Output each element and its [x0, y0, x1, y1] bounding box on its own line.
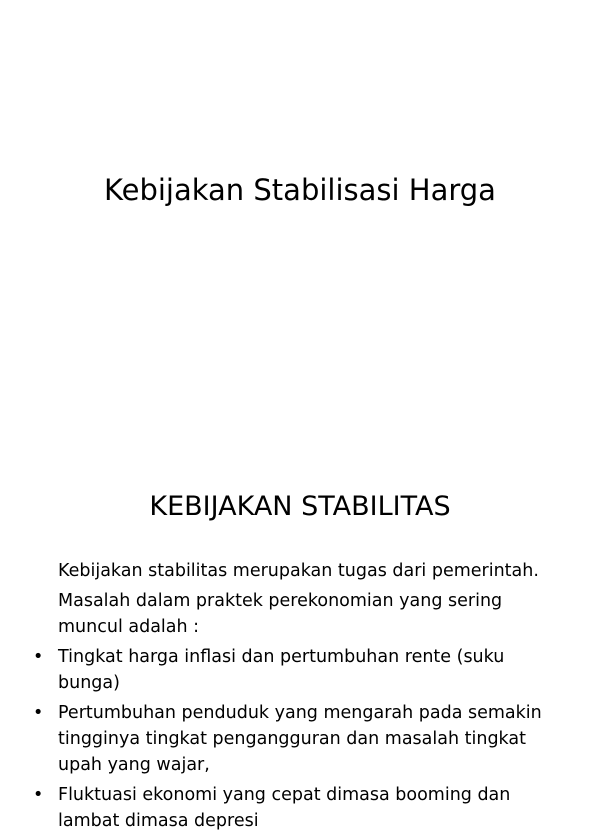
- paragraph-problem: Masalah dalam praktek perekonomian yang sering muncul adalah :: [58, 591, 503, 637]
- body-text: [33, 558, 568, 838]
- bullet-text: Pertumbuhan penduduk yang mengarah pada semakin tingginya tingkat pengangguran dan masalah tingkat upah yang wajar,: [58, 703, 542, 775]
- bullet-item: [33, 700, 568, 778]
- section-heading: KEBIJAKAN STABILITAS: [149, 491, 451, 522]
- paragraph-intro: Kebijakan stabilitas merupakan tugas dari pemerintah.: [58, 561, 539, 581]
- slide-title: Kebijakan Stabilisasi Harga: [104, 173, 496, 207]
- bullet-list: [33, 644, 568, 834]
- bullet-text: Tingkat harga inflasi dan pertumbuhan rente (suku bunga): [58, 647, 505, 693]
- bullet-dot-icon: •: [33, 785, 44, 805]
- bullet-item: [33, 782, 568, 834]
- bullet-item: [33, 644, 568, 696]
- bullet-dot-icon: •: [33, 703, 44, 723]
- bullet-dot-icon: •: [33, 647, 44, 667]
- bullet-text: Fluktuasi ekonomi yang cepat dimasa booming dan lambat dimasa depresi: [58, 785, 511, 831]
